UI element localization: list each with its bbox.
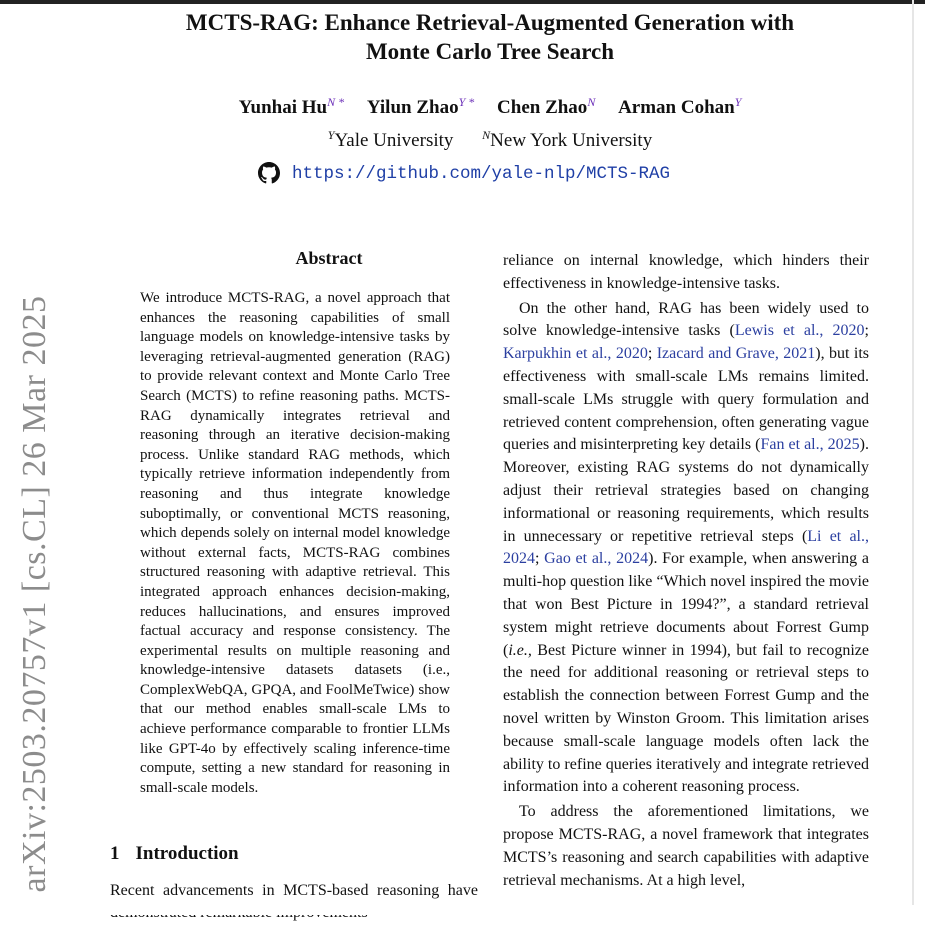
citation-link[interactable]: Fan et al., 2025 [760,436,860,454]
section-heading [110,843,239,865]
github-icon [258,162,280,184]
citation-link[interactable]: Lewis et al., 2020 [734,322,865,340]
section-number: 1 [110,843,120,864]
title-line-2: Monte Carlo Tree Search [365,39,615,64]
paragraph: To address the aforementioned limitations, we propose MCTS-RAG, a novel framework that integrates MCTS’s reasoning and search capabilities with adaptive retrieval mechanisms. At a high level, [503,803,869,889]
title-line-1: MCTS-RAG: Enhance Retrieval-Augmented Generation with [185,10,795,35]
author-affil-mark: Y [734,95,742,109]
text-run: ; [535,550,545,568]
citation-link[interactable]: Gao et al., 2024 [544,550,649,568]
author-name: Arman Cohan [618,97,735,118]
affiliation [328,130,454,151]
text-run: Best Picture winner in 1994), but fail to recognize the need for additional reasoning or retrieval steps to establish the connection between Forrest Gump and the novel written by Winston Groom. This limitation arises because small-scale language models often lack the ability to refine queries iteratively and integrate retrieved information into a coherent reasoning process. [503,641,869,796]
abstract-heading: Abstract [295,248,363,268]
text-run: ; [864,322,869,340]
affil-name: New York University [490,130,653,151]
author [239,97,345,118]
section-title: Introduction [135,843,239,864]
page-edge [912,0,914,915]
affil-name: Yale University [334,130,454,151]
citation-link[interactable]: Izacard and Grave, 2021 [656,345,816,363]
text-run: ). Moreover, existing RAG systems do not dynamically adjust their retrieval strategies based on changing informational or reasoning requirements, which results in unnecessary or repetitive retrieval steps ( [503,436,869,545]
author-affil-mark: N * [327,95,345,109]
author [367,97,474,118]
intro-paragraph: Recent advancements in MCTS-based reasoning have [110,882,478,899]
text-run: ), but its effectiveness with small-scale LMs remains limited. small-scale LMs struggle with query formulation and retrieved content comprehension, often generating vague queries and misinterpreting key details ( [503,345,870,454]
affil-mark: N [482,128,491,142]
top-rule [0,0,925,4]
affil-mark: Y [327,128,335,142]
author-affil-mark: N [587,95,596,109]
text-run: On the other hand, RAG has been widely used to solve knowledge-intensive tasks ( [503,299,869,340]
author [618,97,741,118]
paragraph: reliance on internal knowledge, which hinders their effectiveness in knowledge-intensive tasks. [503,252,869,292]
author-affil-mark: Y * [458,95,475,109]
text-run: ). For example, when answering a multi-hop question like “Which novel inspired the movie that won Best Picture in 1994?”, a standard retrieval system might retrieve documents about Forrest Gump ( [503,550,870,659]
text-run: ; [647,345,657,363]
citation-link[interactable]: Karpukhin et al., 2020 [503,345,648,363]
author-name: Yunhai Hu [238,97,328,118]
author-name: Yilun Zhao [366,97,459,118]
author-list [150,95,830,119]
page-crop-edge [0,905,925,915]
author [497,97,595,118]
github-url[interactable]: https://github.com/yale-nlp/MCTS-RAG [292,164,671,184]
right-column [503,250,869,892]
text-run: i.e., [508,641,532,659]
citation-link[interactable]: Li et al., 2024 [503,527,869,568]
affiliation-list [150,128,830,152]
affiliation [482,130,652,151]
paper-title [150,8,830,66]
paragraph [503,298,869,800]
author-name: Chen Zhao [497,97,588,118]
abstract-body: We introduce MCTS-RAG, a novel approach that enhances the reasoning capabilities of small language models on knowledge-intensive tasks by leveraging retrieval-augmented generation (RAG) to provide relevant context and Monte Carlo Tree Search (MCTS) to refine reasoning paths. MCTS-RAG dynamically integrates retrieval and reasoning through an iterative decision-making process. Unlike standard RAG methods, which typically retrieve information independently from reasoning and thus integrate knowledge suboptimally, or conventional MCTS reasoning, which depends solely on internal model knowledge without external facts, MCTS-RAG combines structured reasoning with adaptive retrieval. This integrated approach enhances decision-making, reduces hallucinations, and ensures improved factual accuracy and response consistency. The experimental results on multiple reasoning and knowledge-intensive datasets datasets (i.e., ComplexWebQA, GPQA, and FoolMeTwice) show that our method enables small-scale LMs to achieve performance comparable to frontier LLMs like GPT-4o by effectively scaling inference-time compute, setting a new standard for reasoning in small-scale models. [140,290,450,796]
arxiv-identifier: arXiv:2503.20757v1 [cs.CL] 26 Mar 2025 [16,295,53,893]
